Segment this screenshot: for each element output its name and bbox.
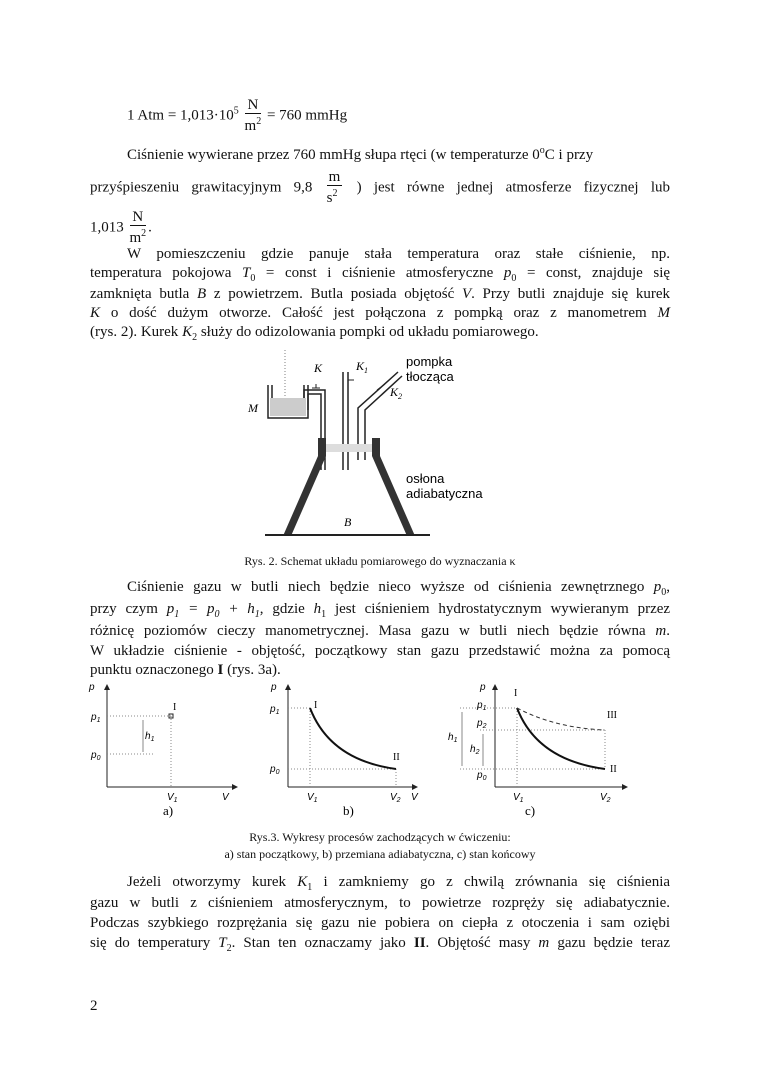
tick-V1: $V_1$	[167, 792, 178, 804]
var: T	[241, 265, 251, 281]
text: . Przy butli znajduje się kurek	[471, 286, 670, 302]
text: zamknięta butla	[90, 286, 190, 302]
exponent: 5	[233, 105, 239, 117]
label-shield: osłona	[406, 471, 445, 486]
var: K	[297, 874, 308, 890]
text: Jeżeli otworzymy kurek	[127, 874, 287, 890]
label-M: M	[248, 401, 258, 415]
text: (rys. 3a).	[227, 662, 281, 678]
label-h1: $h_1$	[448, 732, 458, 744]
denominator: m	[129, 230, 142, 246]
text: i zamkniemy go z chwilą zrównania się ciśnienia	[323, 874, 671, 890]
sub: 1	[307, 882, 313, 893]
tick-V2: $V_2$	[390, 792, 401, 804]
graph-a	[88, 682, 235, 818]
graph-c	[448, 682, 625, 818]
fraction	[327, 170, 343, 206]
sub: 0	[250, 273, 256, 284]
text: 1,013	[90, 219, 124, 236]
numerator: N	[245, 98, 262, 114]
figure-3-caption: a) stan początkowy, b) przemiana adiabatyczna, c) stan końcowy	[224, 847, 536, 861]
degree: o	[539, 145, 545, 156]
var: p	[503, 265, 512, 281]
sub: 0	[511, 273, 517, 284]
axis-V: V	[411, 792, 418, 803]
var: m	[655, 623, 667, 639]
tick-p1: $p_1$	[477, 700, 487, 712]
paragraph-line	[90, 285, 670, 303]
var: K	[182, 324, 193, 340]
sub: 2	[226, 943, 232, 954]
text: .	[666, 623, 671, 639]
tick-V2: $V_2$	[600, 792, 611, 804]
var: + h	[228, 601, 255, 617]
text: = const i ciśnienie atmosferyczne	[265, 265, 494, 281]
tick-p1: $p_1$	[91, 712, 101, 724]
label-c: c)	[525, 803, 536, 818]
tick-p2: $p_2$	[477, 718, 487, 730]
numerator: m	[328, 169, 341, 185]
text: W układzie ciśnienie - objętość, początkowy stan gazu przedstawić można za pomocą	[90, 643, 670, 659]
text: .	[148, 219, 152, 236]
var: V	[461, 286, 472, 302]
axis-p: p	[89, 682, 95, 693]
axis-p: p	[271, 682, 277, 693]
label-h1: $h_1$	[145, 731, 155, 743]
var: m	[538, 935, 550, 951]
valve-K	[312, 384, 320, 388]
paragraph-line	[127, 142, 670, 164]
numerator: N	[130, 210, 147, 226]
paragraph-line	[127, 245, 670, 263]
figure-3-graphs	[85, 682, 685, 822]
paragraph-line	[90, 661, 670, 679]
text: Ciśnienie wywierane przez 760 mmHg słupa rtęci (w temperaturze 0	[127, 147, 540, 163]
text: jest ciśnieniem hydrostatycznym wywieranym przez	[334, 601, 671, 617]
valve-K2	[377, 384, 385, 390]
tick-p0: $p_0$	[270, 764, 280, 776]
text: = const, znajduje się	[526, 265, 671, 281]
paragraph-line	[90, 914, 670, 932]
text: z powietrzem. Butla posiada objętość	[213, 286, 455, 302]
var: p	[653, 579, 662, 595]
label-K1: $K_1$	[356, 359, 369, 375]
paragraph-line	[127, 578, 670, 602]
text: różnicę poziomów cieczy manometrycznej. Masa gazu w butli niech będzie równa	[90, 623, 646, 639]
tick-p0: $p_0$	[91, 750, 101, 762]
label-B: B	[344, 515, 352, 529]
text: przy czym	[90, 601, 158, 617]
figure-3-caption: Rys.3. Wykresy procesów zachodzących w ćwiczeniu:	[249, 830, 511, 844]
tick-V1: $V_1$	[513, 792, 524, 804]
formula-text: 1 Atm = 1,013·10	[127, 107, 234, 124]
sub: 0	[661, 587, 667, 598]
adiabat-curve	[517, 708, 605, 769]
var: T	[218, 935, 227, 951]
point-III: III	[607, 710, 617, 721]
tick-p0: $p_0$	[477, 770, 487, 782]
text: . Stan ten oznaczamy jako	[231, 935, 406, 951]
fraction	[245, 98, 262, 134]
paragraph-line	[90, 210, 670, 246]
fraction	[130, 210, 147, 246]
text: o dość dużym otworze. Całość jest połączona z pompką oraz z manometrem	[110, 305, 647, 321]
stopper	[325, 444, 375, 452]
label-K: K	[314, 361, 323, 375]
sub: 1	[321, 609, 327, 620]
text: gazu będzie teraz	[557, 935, 670, 951]
var: B	[197, 286, 207, 302]
exponent: 2	[332, 188, 338, 199]
figure-2-apparatus	[230, 350, 530, 540]
label-K2: $K_2$	[390, 385, 403, 401]
exponent: 2	[141, 228, 147, 239]
point-I: I	[173, 702, 177, 713]
axis-p: p	[480, 682, 486, 693]
adiabat-curve	[310, 708, 396, 769]
page-number: 2	[90, 998, 98, 1014]
var: M	[657, 305, 670, 321]
text: temperatura pokojowa	[90, 265, 232, 281]
text: Podczas szybkiego rozprężania się gazu nie pobiera on ciepła z otoczenia i sam oziębi	[90, 915, 670, 931]
sub: 0	[214, 609, 220, 620]
figure-2-caption: Rys. 2. Schemat układu pomiarowego do wyznaczania κ	[244, 554, 516, 568]
point-I: I	[514, 688, 518, 699]
text: C i przy	[544, 147, 594, 163]
label-h2: $h_2$	[470, 744, 480, 756]
paragraph-line	[90, 894, 670, 912]
text: ) jest równe jednej atmosferze fizycznej lub	[356, 179, 671, 196]
text: . Objętość masy	[425, 935, 531, 951]
point-label: I	[217, 662, 224, 678]
denominator: s	[326, 190, 333, 206]
paragraph-line	[90, 622, 670, 640]
text: punktu oznaczonego	[90, 662, 214, 678]
exponent: 2	[256, 116, 262, 127]
text: Ciśnienie gazu w butli niech będzie nieco wyższe od ciśnienia zewnętrznego	[127, 579, 645, 595]
sub: 1	[174, 609, 180, 620]
sub: 2	[192, 332, 198, 343]
shield-left	[283, 438, 326, 536]
formula-text: = 760 mmHg	[266, 107, 348, 124]
point-II: II	[610, 764, 617, 775]
paragraph-line	[90, 642, 670, 660]
paragraph-line	[90, 934, 670, 958]
text: gazu w butli z ciśnieniem atmosferycznym, to powietrze rozpręży się adiabatycznie.	[90, 895, 670, 911]
state-label: II	[413, 935, 426, 951]
tick-V1: $V_1$	[307, 792, 318, 804]
isochoric-curve	[517, 708, 605, 730]
sub: 1	[254, 609, 260, 620]
formula-atm	[127, 98, 707, 134]
var: = p	[188, 601, 215, 617]
var: p	[166, 601, 175, 617]
var: h	[313, 601, 322, 617]
paragraph-line	[90, 323, 670, 347]
graph-b	[269, 682, 419, 818]
point-I: I	[314, 700, 318, 711]
tick-p1: $p_1$	[270, 704, 280, 716]
paragraph-line	[90, 170, 670, 206]
paragraph-line	[90, 304, 670, 322]
label-a: a)	[163, 803, 174, 818]
text: , gdzie	[259, 601, 305, 617]
text: się do temperatury	[90, 935, 211, 951]
text: W pomieszczeniu gdzie panuje stała temperatura oraz stałe ciśnienie, np.	[127, 246, 670, 262]
text: (rys. 2). Kurek	[90, 324, 179, 340]
text: ,	[666, 579, 670, 595]
axis-V: V	[222, 792, 229, 803]
label-shield: adiabatyczna	[406, 486, 483, 501]
label-pump: tłocząca	[406, 369, 454, 384]
label-b: b)	[343, 803, 354, 818]
label-pump: pompka	[406, 354, 453, 369]
paragraph-line	[90, 600, 670, 624]
point-II: II	[393, 752, 400, 763]
manometer-liquid	[270, 398, 306, 416]
denominator: m	[244, 118, 257, 134]
text: przyśpieszeniu grawitacyjnym 9,8	[90, 179, 313, 196]
var: K	[90, 305, 101, 321]
text: służy do odizolowania pompki od układu pomiarowego.	[200, 324, 539, 340]
